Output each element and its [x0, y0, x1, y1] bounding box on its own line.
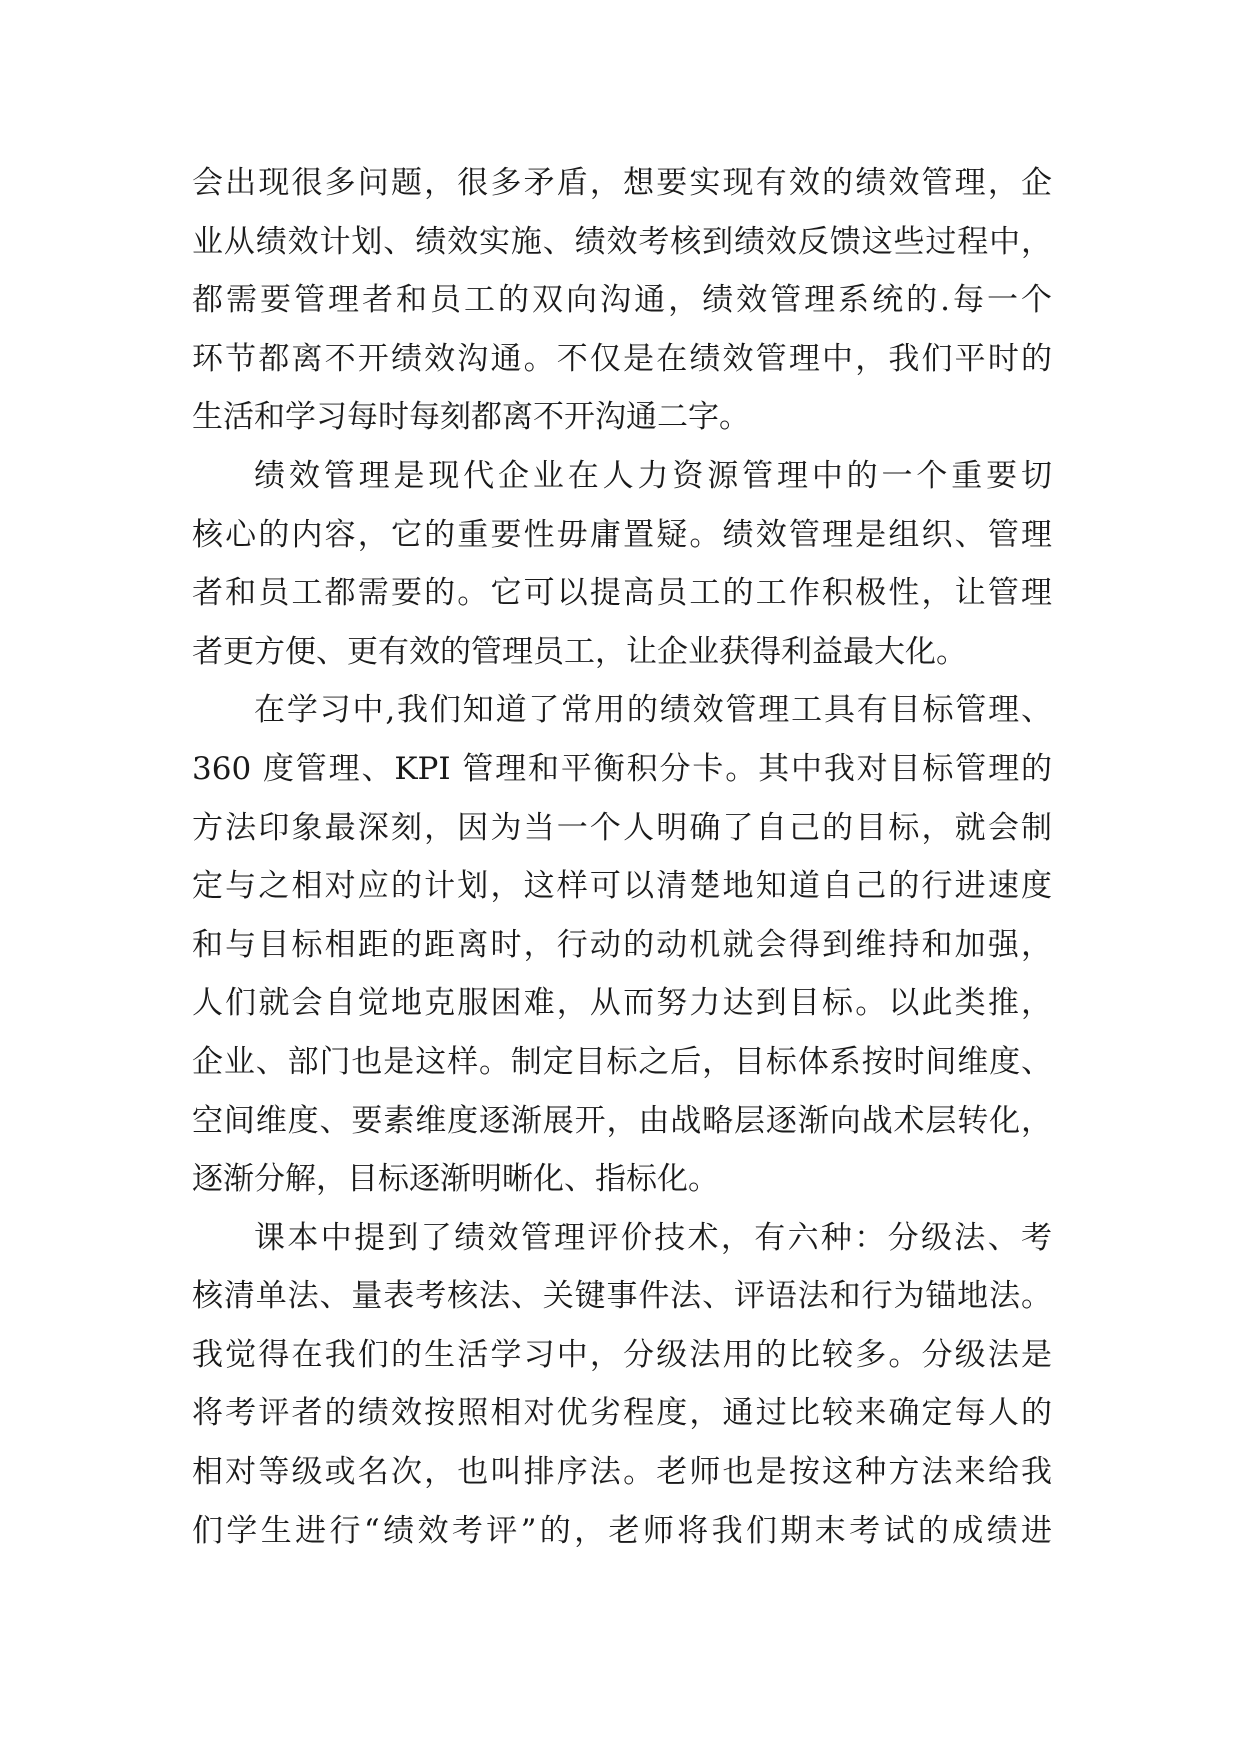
text-line: 在学习中,我们知道了常用的绩效管理工具有目标管理、: [254, 692, 1052, 729]
text-line: 方法印象最深刻，因为当一个人明确了自己的目标，就会制: [192, 809, 1052, 846]
text-line: 业从绩效计划、绩效实施、绩效考核到绩效反馈这些过程中，: [192, 223, 1052, 260]
text-line: 会出现很多问题，很多矛盾，想要实现有效的绩效管理，企: [192, 165, 1052, 201]
paragraph: [192, 1209, 1052, 1561]
text-line: 者和员工都需要的。它可以提高员工的工作积极性，让管理: [192, 575, 1052, 612]
body-text: [192, 154, 1052, 1560]
text-line: 核心的内容，它的重要性毋庸置疑。绩效管理是组织、管理: [192, 516, 1052, 553]
text-line: 生活和学习每时每刻都离不开沟通二字。: [192, 399, 750, 436]
paragraph: [192, 681, 1052, 1208]
text-line: 们学生进行“绩效考评”的，老师将我们期末考试的成绩进: [192, 1512, 1052, 1549]
text-line: 定与之相对应的计划，这样可以清楚地知道自己的行进速度: [192, 868, 1052, 905]
text-line: 我觉得在我们的生活学习中，分级法用的比较多。分级法是: [192, 1336, 1052, 1373]
text-line: 企业、部门也是这样。制定目标之后，目标体系按时间维度、: [192, 1043, 1052, 1080]
text-line: 核清单法、量表考核法、关键事件法、评语法和行为锚地法。: [192, 1278, 1052, 1315]
text-line: 将考评者的绩效按照相对优劣程度，通过比较来确定每人的: [192, 1395, 1052, 1432]
text-line: 相对等级或名次，也叫排序法。老师也是按这种方法来给我: [192, 1454, 1052, 1491]
paragraph: [192, 447, 1052, 681]
text-line: 环节都离不开绩效沟通。不仅是在绩效管理中，我们平时的: [192, 340, 1052, 377]
text-line: 人们就会自觉地克服困难，从而努力达到目标。以此类推，: [192, 985, 1052, 1022]
text-line: 和与目标相距的距离时，行动的动机就会得到维持和加强，: [192, 926, 1052, 963]
text-line: 者更方便、更有效的管理员工，让企业获得利益最大化。: [192, 633, 967, 670]
text-line: 绩效管理是现代企业在人力资源管理中的一个重要切: [254, 457, 1052, 494]
text-line: 360 度管理、KPI 管理和平衡积分卡。其中我对目标管理的: [192, 750, 1052, 787]
text-line: 空间维度、要素维度逐渐展开，由战略层逐渐向战术层转化，: [192, 1102, 1052, 1139]
text-line: 课本中提到了绩效管理评价技术，有六种：分级法、考: [254, 1219, 1052, 1256]
text-line: 逐渐分解，目标逐渐明晰化、指标化。: [192, 1161, 719, 1198]
paragraph: [192, 154, 1052, 447]
text-line: 都需要管理者和员工的双向沟通，绩效管理系统的.每一个: [192, 282, 1052, 319]
